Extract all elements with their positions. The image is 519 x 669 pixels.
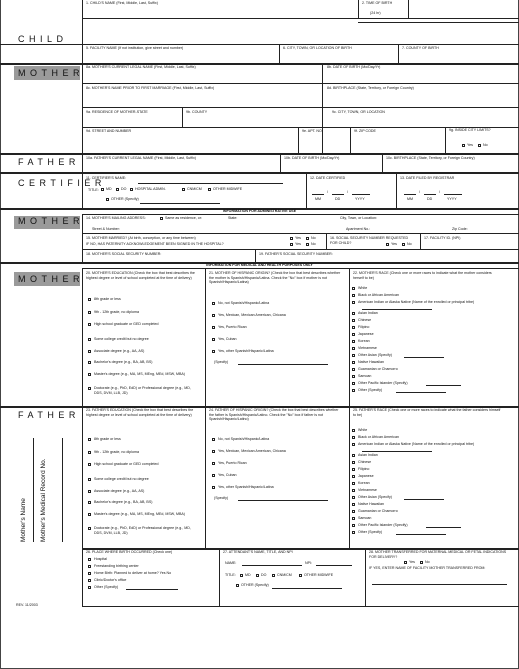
field-11-label: 11. CERTIFIER'S NAME: bbox=[86, 176, 127, 180]
revision-label: REV. 11/2003 bbox=[16, 603, 38, 607]
attendant-md-checkbox[interactable] bbox=[240, 574, 243, 577]
m-race-option-3-checkbox[interactable] bbox=[352, 312, 355, 315]
certifier-midwife-checkbox[interactable] bbox=[208, 188, 211, 191]
section-father: FATHER bbox=[18, 157, 80, 167]
b-26-option-1-checkbox[interactable] bbox=[88, 565, 91, 568]
field-8a-label: 8a. MOTHER'S CURRENT LEGAL NAME (First, Middle, Last, Suffix) bbox=[86, 65, 196, 69]
m-edu-option-7-label: Doctorate (e.g., PhD, EdD) or Professional degree (e.g., MD, DDS, DVM, LLB, JD) bbox=[94, 386, 191, 395]
m-edu-option-2-label: High school graduate or GED completed bbox=[94, 322, 159, 326]
f-edu-option-4-checkbox[interactable] bbox=[88, 490, 91, 493]
certifier-admin-checkbox[interactable] bbox=[130, 188, 133, 191]
m-his-option-4-checkbox[interactable] bbox=[212, 350, 215, 353]
field-9d-label: 9d. STREET AND NUMBER bbox=[86, 129, 132, 133]
f-his-option-1-checkbox[interactable] bbox=[212, 450, 215, 453]
b-26-option-1-label: Freestanding birthing center bbox=[94, 564, 139, 568]
b-26-option-4-checkbox[interactable] bbox=[88, 586, 91, 589]
field-9a-label: 9a. RESIDENCE OF MOTHER-STATE bbox=[86, 110, 148, 114]
f-edu-option-5-checkbox[interactable] bbox=[88, 501, 91, 504]
f-edu-option-5-label: Bachelor's degree (e.g., BA, AB, BS) bbox=[94, 500, 153, 504]
f-edu-option-6-label: Master's degree (e.g., MA, MS, MEng, MEd, MSW, MBA) bbox=[94, 512, 185, 516]
m-edu-option-6-checkbox[interactable] bbox=[88, 373, 91, 376]
f-edu-option-3-checkbox[interactable] bbox=[88, 478, 91, 481]
m-race-option-4-checkbox[interactable] bbox=[352, 319, 355, 322]
field-25-label: 25. FATHER'S RACE (Check one or more races to indicate what the father considers himself to be) bbox=[353, 408, 501, 417]
field-10c-label: 10c. BIRTHPLACE (State, Territory, or Foreign Country) bbox=[386, 156, 475, 160]
section-mother: MOTHER bbox=[18, 68, 84, 78]
m-his-option-3-label: Yes, Cuban bbox=[218, 337, 237, 341]
m-race-option-0-label: White bbox=[358, 286, 368, 290]
m-race-option-11-label: Guamanian or Chamorro bbox=[358, 367, 398, 371]
f-edu-option-7-label: Doctorate (e.g., PhD, EdD) or Professional degree (e.g., MD, DDS, DVM, LLB, JD) bbox=[94, 526, 191, 535]
field-14-label: 14. MOTHER'S MAILING ADDRESS: bbox=[86, 216, 146, 220]
m-edu-option-5-label: Bachelor's degree (e.g., BA, AB, BS) bbox=[94, 360, 153, 364]
attendant-midwife-checkbox[interactable] bbox=[299, 574, 302, 577]
m-edu-option-4-label: Associate degree (e.g., AA, AS) bbox=[94, 349, 145, 353]
m-his-option-2-label: Yes, Puerto Rican bbox=[218, 325, 247, 329]
b-26-option-2-checkbox[interactable] bbox=[88, 572, 91, 575]
m-race-option-13-checkbox[interactable] bbox=[352, 382, 355, 385]
field-27-label: 27. ATTENDANT'S NAME, TITLE, AND NPI bbox=[223, 550, 293, 554]
field-10b-label: 10b. DATE OF BIRTH (Mo/Day/Yr) bbox=[284, 156, 340, 160]
field-9c-label: 9c. CITY, TOWN, OR LOCATION bbox=[332, 110, 385, 114]
section-child: CHILD bbox=[18, 34, 68, 44]
m-edu-option-3-label: Some college credit but no degree bbox=[94, 337, 149, 341]
b-26-option-3-label: Clinic/Doctor's office bbox=[94, 578, 127, 582]
field-24-label: 24. FATHER OF HISPANIC ORIGIN? (Check the box that best describes whether the father is Spanish/Hispanic/Latino. Check the "No" box if father is not Spanish/Hispanic/Latino) bbox=[209, 408, 339, 422]
m-race-option-2-checkbox[interactable] bbox=[352, 301, 355, 304]
b-26-option-4-label: Other (Specify) bbox=[94, 585, 119, 589]
m-race-option-14-checkbox[interactable] bbox=[352, 389, 355, 392]
transfer-yes-checkbox[interactable] bbox=[404, 561, 407, 564]
field-9g-no-checkbox[interactable] bbox=[478, 144, 481, 147]
f-edu-option-6-checkbox[interactable] bbox=[88, 513, 91, 516]
m-race-option-1-checkbox[interactable] bbox=[352, 294, 355, 297]
m-race-option-11-checkbox[interactable] bbox=[352, 368, 355, 371]
m-race-option-0-checkbox[interactable] bbox=[352, 287, 355, 290]
m-his-option-4-label: Yes, other Spanish/Hispanic/Latina bbox=[218, 349, 274, 353]
m-his-option-1-checkbox[interactable] bbox=[212, 314, 215, 317]
m-edu-option-0-label: 8th grade or less bbox=[94, 297, 121, 301]
f-his-option-2-label: Yes, Puerto Rican bbox=[218, 461, 247, 465]
field-9f-label: 9f. ZIP CODE bbox=[354, 129, 376, 133]
f-race-option-1-checkbox[interactable] bbox=[352, 436, 355, 439]
m-race-option-2-label: American Indian or Alaska Native (Name of the enrolled or principal tribe) bbox=[358, 300, 475, 304]
m-race-option-14-label: Other (Specify) bbox=[358, 388, 383, 392]
f-edu-option-3-label: Some college credit but no degree bbox=[94, 477, 149, 481]
f-race-option-10-label: Native Hawaiian bbox=[358, 502, 384, 506]
field-6-label: 6. CITY, TOWN, OR LOCATION OF BIRTH bbox=[283, 46, 352, 50]
field-26-label: 26. PLACE WHERE BIRTH OCCURRED (Check one) bbox=[86, 550, 173, 554]
field-18-label: 18. MOTHER'S SOCIAL SECURITY NUMBER: bbox=[86, 252, 162, 256]
m-race-option-4-label: Chinese bbox=[358, 318, 372, 322]
f-race-option-3-label: Asian Indian bbox=[358, 453, 378, 457]
m-race-option-9-checkbox[interactable] bbox=[352, 354, 355, 357]
m-his-option-0-checkbox[interactable] bbox=[212, 302, 215, 305]
medical-record-label: Mother's Medical Record No. bbox=[40, 458, 47, 542]
transfer-no-checkbox[interactable] bbox=[420, 561, 423, 564]
f-race-option-13-label: Other Pacific Islander (Specify) bbox=[358, 523, 408, 527]
mothers-name-label: Mother's Name bbox=[20, 498, 27, 542]
f-edu-option-0-label: 8th grade or less bbox=[94, 437, 121, 441]
f-edu-option-0-checkbox[interactable] bbox=[88, 438, 91, 441]
f-edu-option-1-label: 9th - 12th grade, no diploma bbox=[94, 450, 139, 454]
section-father-medical: FATHER bbox=[18, 410, 80, 420]
f-race-option-6-label: Japanese bbox=[358, 474, 374, 478]
m-race-option-5-checkbox[interactable] bbox=[352, 326, 355, 329]
m-edu-option-2-checkbox[interactable] bbox=[88, 323, 91, 326]
f-edu-option-4-label: Associate degree (e.g., AA, AS) bbox=[94, 489, 145, 493]
b-26-option-2-label: Home Birth: Planned to deliver at home? Yes No bbox=[94, 571, 172, 575]
f-his-option-3-checkbox[interactable] bbox=[212, 474, 215, 477]
m-edu-option-6-label: Master's degree (e.g., MA, MS, MEng, MEd, MSW, MBA) bbox=[94, 372, 185, 376]
medical-header: INFORMATION FOR MEDICAL AND HEALTH PURPOSES ONLY bbox=[206, 263, 313, 267]
field-8b-label: 8b. DATE OF BIRTH (Mo/Day/Yr) bbox=[327, 65, 381, 69]
f-race-option-8-label: Vietnamese bbox=[358, 488, 377, 492]
m-edu-option-5-checkbox[interactable] bbox=[88, 361, 91, 364]
field-17-label: 17. FACILITY ID. (NPI) bbox=[424, 236, 461, 240]
field-5-label: 5. FACILITY NAME (If not institution, give street and number) bbox=[86, 46, 184, 50]
m-race-option-10-checkbox[interactable] bbox=[352, 361, 355, 364]
paternity-no-checkbox[interactable] bbox=[306, 243, 309, 246]
f-race-option-11-label: Guamanian or Chamorro bbox=[358, 509, 398, 513]
f-his-option-3-label: Yes, Cuban bbox=[218, 473, 237, 477]
f-his-option-1-label: Yes, Mexican, Mexican American, Chicana bbox=[218, 449, 286, 453]
f-race-option-11-checkbox[interactable] bbox=[352, 510, 355, 513]
ssn-yes-checkbox[interactable] bbox=[386, 243, 389, 246]
admin-header: INFORMATION FOR ADMINISTRATIVE USE bbox=[222, 209, 297, 213]
m-race-option-5-label: Filipino bbox=[358, 325, 370, 329]
field-9g-label: 9g. INSIDE CITY LIMITS? bbox=[449, 128, 491, 132]
certifier-other-checkbox[interactable] bbox=[106, 198, 109, 201]
field-2-unit: (24 hr) bbox=[370, 11, 381, 15]
f-his-option-4-label: Yes, other Spanish/Hispanic/Latina bbox=[218, 485, 274, 489]
attendant-cnm-checkbox[interactable] bbox=[272, 574, 275, 577]
field-9g-yes-checkbox[interactable] bbox=[462, 144, 465, 147]
field-7-label: 7. COUNTY OF BIRTH bbox=[402, 46, 439, 50]
ssn-no-checkbox[interactable] bbox=[402, 243, 405, 246]
f-race-option-5-label: Filipino bbox=[358, 467, 370, 471]
field-22-label: 22. MOTHER'S RACE (Check one or more races to indicate what the mother considers herself to be) bbox=[353, 271, 492, 280]
field-15-label: 15. MOTHER MARRIED? (At birth, conception, or any time between) bbox=[86, 236, 196, 240]
m-edu-option-0-checkbox[interactable] bbox=[88, 298, 91, 301]
f-race-option-3-checkbox[interactable] bbox=[352, 454, 355, 457]
field-10a-label: 10a. FATHER'S CURRENT LEGAL NAME (First, Middle, Last, Suffix) bbox=[86, 156, 196, 160]
f-race-option-5-checkbox[interactable] bbox=[352, 468, 355, 471]
f-edu-option-1-checkbox[interactable] bbox=[88, 451, 91, 454]
m-race-option-8-label: Vietnamese bbox=[358, 346, 377, 350]
b-26-option-0-checkbox[interactable] bbox=[88, 558, 91, 561]
certifier-do-checkbox[interactable] bbox=[116, 188, 119, 191]
field-12-label: 12. DATE CERTIFIED bbox=[310, 176, 346, 180]
m-his-option-1-label: Yes, Mexican, Mexican American, Chicana bbox=[218, 313, 286, 317]
field-9b-label: 9b. COUNTY bbox=[186, 110, 208, 114]
f-race-option-1-label: Black or African American bbox=[358, 435, 399, 439]
married-no-checkbox[interactable] bbox=[306, 237, 309, 240]
f-edu-option-2-label: High school graduate or GED completed bbox=[94, 462, 159, 466]
section-certifier: CERTIFIER bbox=[18, 178, 106, 188]
attendant-other-checkbox[interactable] bbox=[236, 584, 239, 587]
f-race-option-14-checkbox[interactable] bbox=[352, 531, 355, 534]
m-edu-option-4-checkbox[interactable] bbox=[88, 350, 91, 353]
m-edu-option-7-checkbox[interactable] bbox=[88, 387, 91, 390]
f-race-option-8-checkbox[interactable] bbox=[352, 489, 355, 492]
f-race-option-0-checkbox[interactable] bbox=[352, 429, 355, 432]
certifier-md-checkbox[interactable] bbox=[101, 188, 104, 191]
m-race-option-12-label: Samoan bbox=[358, 374, 372, 378]
section-mother-medical: MOTHER bbox=[18, 274, 84, 284]
field-1-label: 1. CHILD'S NAME (First, Middle, Last, Suffix) bbox=[86, 1, 158, 5]
certifier-cnm-checkbox[interactable] bbox=[182, 188, 185, 191]
m-edu-option-1-checkbox[interactable] bbox=[88, 311, 91, 314]
f-race-option-4-label: Chinese bbox=[358, 460, 372, 464]
m-race-option-8-checkbox[interactable] bbox=[352, 347, 355, 350]
f-race-option-7-label: Korean bbox=[358, 481, 370, 485]
f-his-option-2-checkbox[interactable] bbox=[212, 462, 215, 465]
m-race-option-6-label: Japanese bbox=[358, 332, 374, 336]
f-race-option-12-checkbox[interactable] bbox=[352, 517, 355, 520]
m-race-option-7-checkbox[interactable] bbox=[352, 340, 355, 343]
f-race-option-7-checkbox[interactable] bbox=[352, 482, 355, 485]
f-race-option-2-label: American Indian or Alaska Native (Name of the enrolled or principal tribe) bbox=[358, 442, 475, 446]
field-21-label: 21. MOTHER OF HISPANIC ORIGIN? (Check the box that best describes whether the mother is Spanish/Hispanic/Latina. Check the "No" box if mother is not Spanish/Hispanic/Latina) bbox=[209, 271, 341, 285]
f-race-option-2-checkbox[interactable] bbox=[352, 443, 355, 446]
attendant-do-checkbox[interactable] bbox=[256, 574, 259, 577]
field-20-label: 20. MOTHER'S EDUCATION (Check the box that best describes the highest degree or level of school completed at the time of delivery) bbox=[86, 271, 195, 280]
field-16-label: 16. SOCIAL SECURITY NUMBER REQUESTED FOR CHILD? bbox=[330, 236, 409, 245]
m-edu-option-1-label: 9th - 12th grade, no diploma bbox=[94, 310, 139, 314]
same-as-residence-checkbox[interactable] bbox=[160, 217, 163, 220]
f-race-option-4-checkbox[interactable] bbox=[352, 461, 355, 464]
field-8c-label: 8c. MOTHER'S NAME PRIOR TO FIRST MARRIAGE (First, Middle, Last, Suffix) bbox=[86, 86, 215, 90]
f-edu-option-2-checkbox[interactable] bbox=[88, 463, 91, 466]
f-race-option-9-checkbox[interactable] bbox=[352, 496, 355, 499]
f-race-option-10-checkbox[interactable] bbox=[352, 503, 355, 506]
m-his-option-3-checkbox[interactable] bbox=[212, 338, 215, 341]
section-mother-admin: MOTHER bbox=[18, 216, 84, 226]
f-his-option-0-checkbox[interactable] bbox=[212, 438, 215, 441]
m-race-option-1-label: Black or African American bbox=[358, 293, 399, 297]
field-13-label: 13. DATE FILED BY REGISTRAR bbox=[400, 176, 455, 180]
m-race-option-7-label: Korean bbox=[358, 339, 370, 343]
f-race-option-13-checkbox[interactable] bbox=[352, 524, 355, 527]
m-race-option-3-label: Asian Indian bbox=[358, 311, 378, 315]
f-race-option-9-label: Other Asian (Specify) bbox=[358, 495, 392, 499]
field-23-label: 23. FATHER'S EDUCATION (Check the box that best describes the highest degree or level of school completed at the time of delivery) bbox=[86, 408, 194, 417]
m-edu-option-3-checkbox[interactable] bbox=[88, 338, 91, 341]
f-his-option-4-checkbox[interactable] bbox=[212, 486, 215, 489]
field-2-label: 2. TIME OF BIRTH bbox=[362, 1, 393, 5]
f-race-option-14-label: Other (Specify) bbox=[358, 530, 383, 534]
paternity-yes-checkbox[interactable] bbox=[290, 243, 293, 246]
f-race-option-12-label: Samoan bbox=[358, 516, 372, 520]
m-race-option-10-label: Native Hawaiian bbox=[358, 360, 384, 364]
m-race-option-9-label: Other Asian (Specify) bbox=[358, 353, 392, 357]
field-9e-label: 9e. APT. NO. bbox=[302, 129, 323, 133]
field-8d-label: 8d. BIRTHPLACE (State, Territory, or Foreign Country) bbox=[327, 86, 414, 90]
f-his-option-0-label: No, not Spanish/Hispanic/Latina bbox=[218, 437, 270, 441]
b-26-option-3-checkbox[interactable] bbox=[88, 579, 91, 582]
m-race-option-13-label: Other Pacific Islander (Specify) bbox=[358, 381, 408, 385]
m-his-option-2-checkbox[interactable] bbox=[212, 326, 215, 329]
f-edu-option-7-checkbox[interactable] bbox=[88, 527, 91, 530]
m-his-option-0-label: No, not Spanish/Hispanic/Latina bbox=[218, 301, 270, 305]
married-yes-checkbox[interactable] bbox=[290, 237, 293, 240]
field-28-label: 28. MOTHER TRANSFERRED FOR MATERNAL MEDICAL OR FETAL INDICATIONS FOR DELIVERY? bbox=[369, 550, 507, 559]
m-race-option-12-checkbox[interactable] bbox=[352, 375, 355, 378]
m-race-option-6-checkbox[interactable] bbox=[352, 333, 355, 336]
b-26-option-0-label: Hospital bbox=[94, 557, 107, 561]
field-19-label: 19. FATHER'S SOCIAL SECURITY NUMBER: bbox=[259, 252, 333, 256]
f-race-option-6-checkbox[interactable] bbox=[352, 475, 355, 478]
f-race-option-0-label: White bbox=[358, 428, 368, 432]
